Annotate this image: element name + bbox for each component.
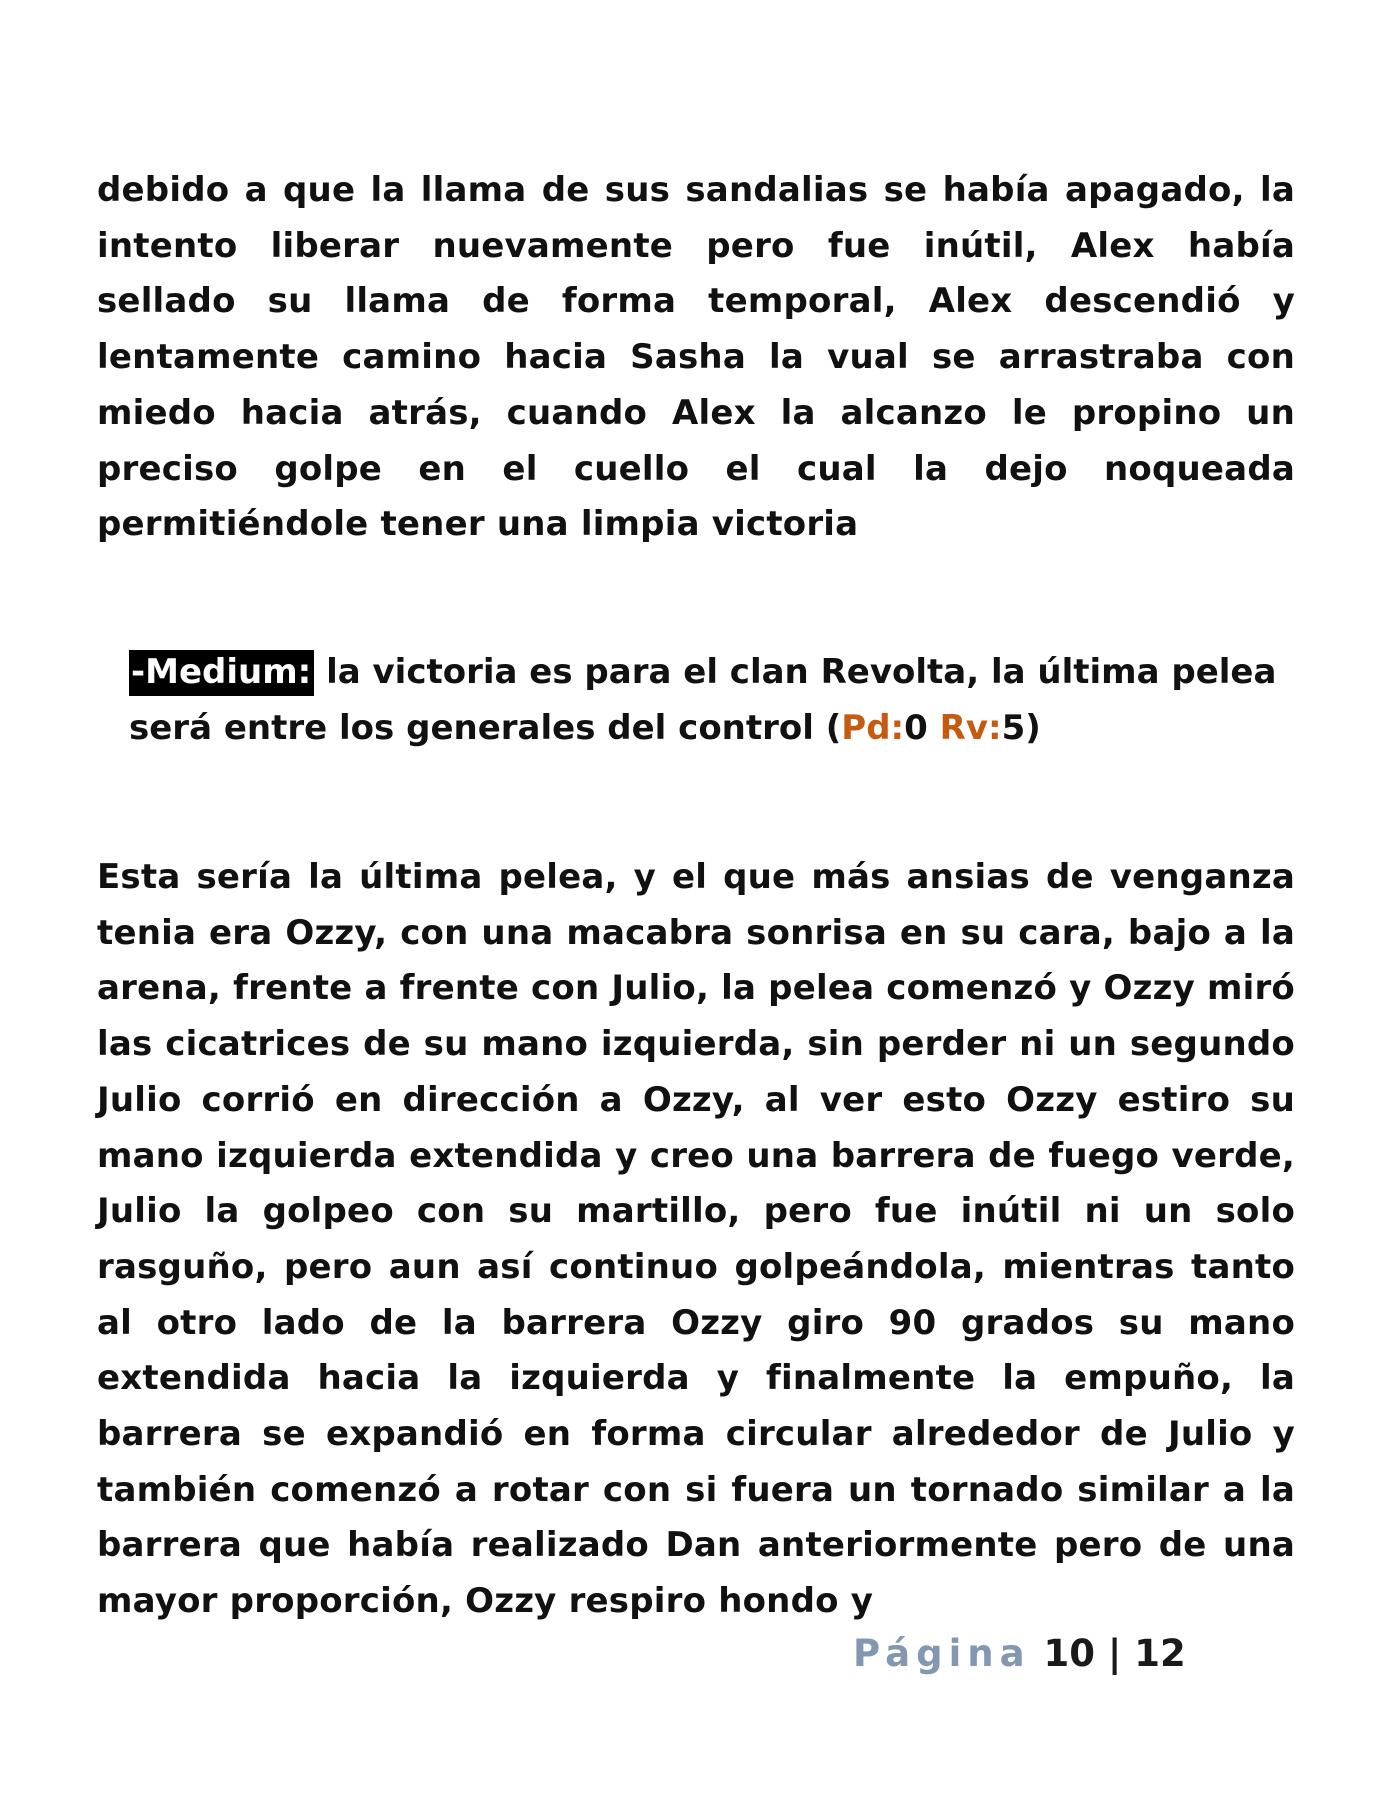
stat-pd-label: Pd: bbox=[841, 708, 905, 748]
closing-paren: ) bbox=[1025, 708, 1041, 748]
stat-rv-value: 5 bbox=[1001, 708, 1026, 748]
stat-rv-label: Rv: bbox=[939, 708, 1002, 748]
paragraph-fight-ending: debido a que la llama de sus sandalias se había apagado, la intento liberar nuevamente pero fue inútil, Alex había sellado su llama de forma temporal, Alex descendió y lentamente camino hacia Sasha la vual se arrastraba con miedo hacia atrás, cuando Alex la alcanzo le propino un preciso golpe en el cuello el cual la dejo noqueada permitiéndole tener una limpia victoria bbox=[97, 170, 1295, 545]
footer-page-total: 12 bbox=[1134, 1632, 1186, 1675]
medium-announcement bbox=[129, 644, 1295, 756]
page-footer bbox=[853, 1632, 1186, 1676]
announcement-text: la victoria es para el clan Revolta, la última pelea será entre los generales del control ( bbox=[129, 652, 1277, 748]
stat-pd-value: 0 bbox=[904, 708, 928, 748]
footer-page-label: Página bbox=[853, 1632, 1031, 1675]
footer-page-number: 10 bbox=[1043, 1632, 1095, 1675]
speaker-label: -Medium: bbox=[129, 650, 314, 696]
paragraph-last-fight: Esta sería la última pelea, y el que más ansias de venganza tenia era Ozzy, con una macabra sonrisa en su cara, bajo a la arena, frente a frente con Julio, la pelea comenzó y Ozzy miró las cicatrices de su mano izquierda, sin perder ni un segundo Julio corrió en dirección a Ozzy, al ver esto Ozzy estiro su mano izquierda extendida y creo una barrera de fuego verde, Julio la golpeo con su martillo, pero fue inútil ni un solo rasguño, pero aun así continuo golpeándola, mientras tanto al otro lado de la barrera Ozzy giro 90 grados su mano extendida hacia la izquierda y finalmente la empuño, la barrera se expandió en forma circular alrededor de Julio y también comenzó a rotar con si fuera un tornado similar a la barrera que había realizado Dan anteriormente pero de una mayor proporción, Ozzy respiro hondo y bbox=[97, 857, 1295, 1622]
footer-separator: | bbox=[1107, 1632, 1122, 1675]
